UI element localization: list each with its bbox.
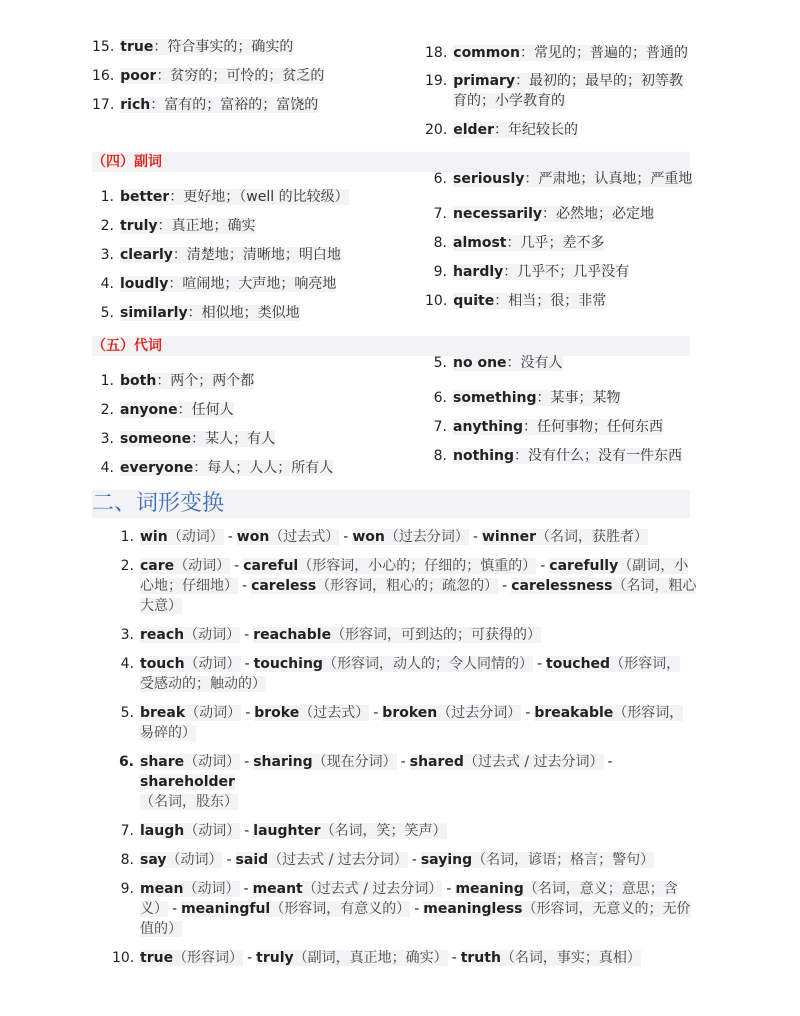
word-form-word: broken <box>382 705 438 721</box>
word-form-line <box>140 576 702 596</box>
word-form-gloss: （动词） <box>184 656 241 672</box>
word-form-word: breakable <box>534 705 614 721</box>
word-form-segment <box>140 705 241 721</box>
word-form-line <box>140 948 702 968</box>
adjective-column-left <box>92 38 392 125</box>
list-item-continuation <box>425 92 715 111</box>
separator-dash: - <box>242 578 248 594</box>
word-form-gloss: （过去式） <box>299 705 370 721</box>
word-form-gloss: （形容词，无意义的；无价 <box>522 901 691 917</box>
word-form-line <box>140 556 702 576</box>
word-form-segment <box>423 901 690 917</box>
item-number: 1. <box>100 373 114 389</box>
word-form-segment <box>410 754 604 770</box>
vocab-definition: ：某人；有人 <box>191 431 276 447</box>
vocab-definition: ：符合事实的；确实的 <box>153 39 294 55</box>
word-form-word: care <box>140 558 175 574</box>
word-form-gloss: （动词） <box>184 754 241 770</box>
item-number: 2. <box>100 218 114 234</box>
item-number: 19. <box>425 73 448 89</box>
word-form-gloss: （名词，谚语；格言；警句） <box>472 852 655 868</box>
vocab-word: poor <box>120 68 157 84</box>
separator-dash: - <box>502 578 508 594</box>
word-form-segment <box>254 656 533 672</box>
item-number: 10. <box>112 950 135 966</box>
list-item <box>92 401 392 420</box>
word-form-segment <box>140 774 235 790</box>
item-number: 3. <box>120 627 134 643</box>
word-form-segment <box>421 852 654 868</box>
word-form-gloss: 易碎的） <box>140 725 196 741</box>
separator-dash: - <box>244 656 250 672</box>
vocab-definition: ：几乎；差不多 <box>506 235 605 251</box>
word-form-gloss: （名词，获胜者） <box>536 529 649 545</box>
list-item <box>425 234 715 253</box>
separator-dash: - <box>244 754 250 770</box>
word-form-gloss: （形容词，有意义的） <box>270 901 411 917</box>
word-form-segment <box>181 901 410 917</box>
vocab-definition: ：清楚地；清晰地；明白地 <box>172 247 341 263</box>
vocab-definition: ：任何事物；任何东西 <box>523 419 663 435</box>
separator-dash: - <box>472 529 478 545</box>
word-form-item <box>112 879 702 939</box>
list-item <box>425 170 715 189</box>
separator-dash: - <box>343 529 349 545</box>
separator-dash: - <box>414 901 420 917</box>
word-form-body <box>140 654 702 694</box>
word-form-body <box>140 879 702 939</box>
separator-dash: - <box>244 823 250 839</box>
item-number: 10. <box>425 293 448 309</box>
word-form-segment <box>236 852 408 868</box>
item-number: 4. <box>120 656 134 672</box>
item-number: 17. <box>92 97 115 113</box>
vocab-definition: ：富有的；富裕的；富饶的 <box>150 97 319 113</box>
list-item <box>425 121 715 140</box>
word-form-item <box>112 703 702 743</box>
list-item <box>92 96 392 115</box>
word-form-segment <box>549 558 688 574</box>
vocab-definition: ：没有人 <box>506 355 563 371</box>
separator-dash: - <box>234 558 240 574</box>
word-form-segment <box>140 881 240 897</box>
adverb-column-right <box>425 170 715 321</box>
separator-dash: - <box>607 754 613 770</box>
vocab-definition: ：相似地；类似地 <box>187 305 300 321</box>
word-form-word: meaningful <box>181 901 271 917</box>
word-form-word: reachable <box>253 627 332 643</box>
word-form-item <box>112 948 702 968</box>
word-form-segment <box>140 921 182 937</box>
vocab-word: true <box>120 39 154 55</box>
item-number: 7. <box>120 823 134 839</box>
separator-dash: - <box>400 754 406 770</box>
word-form-line <box>140 654 702 674</box>
word-form-segment <box>546 656 680 672</box>
vocab-definition: ：喧闹地；大声地；响亮地 <box>168 276 337 292</box>
list-item <box>92 188 392 207</box>
item-number: 5. <box>433 355 447 371</box>
word-form-segment <box>140 578 238 594</box>
vocab-word: something <box>453 390 537 406</box>
item-number: 8. <box>433 448 447 464</box>
item-number: 4. <box>100 460 114 476</box>
word-form-gloss: （现在分词） <box>312 754 397 770</box>
word-form-gloss: （过去分词） <box>437 705 522 721</box>
vocab-word: primary <box>453 73 516 89</box>
separator-dash: - <box>244 627 250 643</box>
list-item <box>92 459 392 478</box>
vocab-definition: ：最初的；最早的；初等教 <box>515 73 684 89</box>
separator-dash: - <box>411 852 417 868</box>
word-form-gloss: （动词） <box>185 705 242 721</box>
vocab-word: necessarily <box>453 206 542 222</box>
word-form-segment <box>253 627 541 643</box>
vocab-definition: ：贫穷的；可怜的；贫乏的 <box>156 68 325 84</box>
vocab-definition: ：任何人 <box>177 402 234 418</box>
vocab-word: common <box>453 45 520 61</box>
vocab-word: better <box>120 189 170 205</box>
adverb-column-left <box>92 188 392 333</box>
vocab-word: elder <box>453 122 494 138</box>
word-form-word: say <box>140 852 167 868</box>
word-form-gloss: （动词） <box>184 823 241 839</box>
separator-dash: - <box>525 705 531 721</box>
item-number: 3. <box>100 431 114 447</box>
word-form-line <box>140 899 702 919</box>
word-form-item <box>112 527 702 547</box>
item-number: 6. <box>433 390 447 406</box>
word-form-word: won <box>352 529 385 545</box>
word-form-body <box>140 821 702 841</box>
word-form-body <box>140 556 702 616</box>
word-form-segment <box>140 823 240 839</box>
word-form-segment <box>511 578 696 594</box>
word-form-segment <box>352 529 469 545</box>
word-form-line <box>140 850 702 870</box>
word-form-gloss: （过去分词） <box>384 529 469 545</box>
word-form-line <box>140 703 702 723</box>
word-form-gloss: （副词，真正地；确实） <box>293 950 448 966</box>
separator-dash: - <box>373 705 379 721</box>
list-item <box>425 205 715 224</box>
word-form-segment <box>140 598 182 614</box>
word-form-item <box>112 850 702 870</box>
word-form-item <box>112 821 702 841</box>
word-form-segment <box>253 754 396 770</box>
vocab-word: similarly <box>120 305 188 321</box>
word-form-segment <box>237 529 340 545</box>
word-form-segment <box>534 705 683 721</box>
list-item <box>425 389 715 408</box>
word-form-word: meant <box>252 881 303 897</box>
vocab-word: nothing <box>453 448 515 464</box>
list-item <box>92 430 392 449</box>
word-form-word: carelessness <box>511 578 613 594</box>
word-form-gloss: （形容词，动人的；令人同情的） <box>322 656 533 672</box>
word-form-gloss: （动词） <box>167 529 224 545</box>
word-form-segment <box>140 754 240 770</box>
vocab-definition: ：某事；某物 <box>536 390 621 406</box>
item-number: 6. <box>433 171 447 187</box>
vocab-word: everyone <box>120 460 194 476</box>
word-form-gloss: （过去式 / 过去分词） <box>302 881 443 897</box>
separator-dash: - <box>227 529 233 545</box>
word-form-word: touching <box>253 656 323 672</box>
word-form-word: meaningless <box>423 901 523 917</box>
word-form-segment <box>140 627 240 643</box>
word-form-item <box>112 556 702 616</box>
word-form-gloss: （名词，笑；笑声） <box>320 823 447 839</box>
word-form-word: break <box>140 705 186 721</box>
word-form-segment <box>140 676 266 692</box>
word-form-word: mean <box>140 881 184 897</box>
vocab-definition-continued: 育的；小学教育的 <box>453 93 565 109</box>
word-form-gloss: （形容词，小心的；仔细的；慎重的） <box>298 558 537 574</box>
word-form-segment <box>140 529 224 545</box>
word-form-line <box>140 752 702 792</box>
vocab-word: almost <box>453 235 507 251</box>
list-item <box>425 418 715 437</box>
word-form-line <box>140 919 702 939</box>
item-number: 7. <box>433 206 447 222</box>
vocab-word: rich <box>120 97 151 113</box>
vocab-word: clearly <box>120 247 173 263</box>
vocab-definition: ：严肃地；认真地；严重地 <box>524 171 693 187</box>
word-form-body <box>140 527 702 547</box>
word-form-gloss: （形容词，粗心的；疏忽的） <box>316 578 499 594</box>
word-form-segment <box>253 881 443 897</box>
item-number: 8. <box>433 235 447 251</box>
word-form-line <box>140 674 702 694</box>
list-item <box>92 304 392 323</box>
separator-dash: - <box>451 950 457 966</box>
word-form-line <box>140 792 702 812</box>
item-number: 20. <box>425 122 448 138</box>
item-number: 4. <box>100 276 114 292</box>
word-form-word: said <box>235 852 269 868</box>
vocab-definition: ：常见的；普遍的；普通的 <box>519 45 688 61</box>
pronoun-column-right <box>425 354 715 476</box>
vocab-definition: ：年纪较长的 <box>493 122 578 138</box>
word-form-segment <box>140 950 243 966</box>
word-form-gloss: 心地；仔细地） <box>140 578 238 594</box>
item-number: 6. <box>118 754 134 770</box>
word-form-segment <box>461 950 641 966</box>
word-form-word: sharing <box>253 754 313 770</box>
item-number: 15. <box>92 39 115 55</box>
section-heading-pronouns: （五）代词 <box>92 336 690 356</box>
word-form-word: won <box>236 529 270 545</box>
word-form-word: laughter <box>253 823 321 839</box>
vocab-word: truly <box>120 218 158 234</box>
word-form-word: shareholder <box>140 774 235 790</box>
word-form-body <box>140 948 702 968</box>
word-form-line <box>140 723 702 743</box>
word-form-line <box>140 596 702 616</box>
word-form-word: touched <box>546 656 611 672</box>
item-number: 2. <box>120 558 134 574</box>
vocab-definition: ：真正地；确实 <box>157 218 256 234</box>
item-number: 16. <box>92 68 115 84</box>
separator-dash: - <box>245 705 251 721</box>
word-form-word: winner <box>481 529 537 545</box>
list-item <box>425 44 715 63</box>
word-form-gloss: （形容词） <box>173 950 244 966</box>
vocab-word: anything <box>453 419 523 435</box>
word-form-line <box>140 879 702 899</box>
vocab-word: quite <box>453 293 495 309</box>
item-number: 1. <box>100 189 114 205</box>
word-form-gloss: （动词） <box>166 852 223 868</box>
list-item <box>425 72 715 91</box>
word-form-gloss: 受感动的；触动的） <box>140 676 266 692</box>
word-form-word: carefully <box>549 558 619 574</box>
word-form-body <box>140 703 702 743</box>
vocab-definition: ：更好地；（well 的比较级） <box>169 189 349 205</box>
word-form-word: laugh <box>140 823 185 839</box>
word-form-word: reach <box>140 627 185 643</box>
item-number: 9. <box>433 264 447 280</box>
item-number: 3. <box>100 247 114 263</box>
word-form-gloss: （形容词， <box>613 705 684 721</box>
list-item <box>92 372 392 391</box>
list-item <box>92 246 392 265</box>
word-form-segment <box>140 558 230 574</box>
item-number: 8. <box>120 852 134 868</box>
list-item <box>92 275 392 294</box>
vocab-definition: ：必然地；必定地 <box>542 206 654 222</box>
word-form-line <box>140 625 702 645</box>
word-form-segment <box>254 705 369 721</box>
separator-dash: - <box>540 558 546 574</box>
section-heading-adverbs: （四）副词 <box>92 152 690 172</box>
word-form-gloss: （过去式 / 过去分词） <box>268 852 408 868</box>
word-form-gloss: （过去式 / 过去分词） <box>463 754 604 770</box>
word-form-body <box>140 850 702 870</box>
vocab-word: hardly <box>453 264 504 280</box>
word-form-gloss: （形容词， <box>610 656 681 672</box>
word-form-segment <box>140 725 196 741</box>
word-form-gloss: 义） <box>140 901 168 917</box>
item-number: 7. <box>433 419 447 435</box>
word-form-body <box>140 752 702 812</box>
word-form-word: truth <box>460 950 501 966</box>
word-form-segment <box>482 529 648 545</box>
vocab-word: loudly <box>120 276 169 292</box>
word-form-segment <box>253 823 446 839</box>
item-number: 1. <box>120 529 134 545</box>
word-form-item <box>112 752 702 812</box>
vocab-word: seriously <box>453 171 525 187</box>
word-form-word: shared <box>409 754 464 770</box>
word-form-gloss: （动词） <box>183 881 240 897</box>
list-item <box>92 67 392 86</box>
separator-dash: - <box>446 881 452 897</box>
adjective-column-right <box>425 44 715 150</box>
word-form-list <box>112 527 702 977</box>
word-form-gloss: 大意） <box>140 598 182 614</box>
word-form-line <box>140 527 702 547</box>
word-form-gloss: （形容词，可到达的；可获得的） <box>331 627 542 643</box>
word-form-segment <box>140 852 222 868</box>
vocab-definition: ：几乎不；几乎没有 <box>503 264 630 280</box>
word-form-body <box>140 625 702 645</box>
word-form-segment <box>140 656 241 672</box>
word-form-word: touch <box>140 656 185 672</box>
vocab-word: anyone <box>120 402 178 418</box>
vocab-word: someone <box>120 431 192 447</box>
word-form-item <box>112 654 702 694</box>
word-form-segment <box>140 794 238 810</box>
list-item <box>92 217 392 236</box>
word-form-gloss: 值的） <box>140 921 182 937</box>
part-title-text: 二、词形变换 <box>92 491 225 516</box>
list-item <box>425 447 715 466</box>
item-number: 2. <box>100 402 114 418</box>
word-form-word: broke <box>254 705 300 721</box>
separator-dash: - <box>226 852 232 868</box>
item-number: 9. <box>120 881 134 897</box>
word-form-word: win <box>140 529 168 545</box>
list-item <box>425 292 715 311</box>
pronoun-column-left <box>92 372 392 488</box>
word-form-word: careless <box>251 578 317 594</box>
item-number: 18. <box>425 45 448 61</box>
item-number: 5. <box>100 305 114 321</box>
item-number: 5. <box>120 705 134 721</box>
word-form-segment <box>140 901 168 917</box>
separator-dash: - <box>247 950 253 966</box>
word-form-gloss: （副词，小 <box>618 558 689 574</box>
word-form-word: careful <box>243 558 299 574</box>
word-form-gloss: （动词） <box>184 627 241 643</box>
vocab-definition: ：没有什么；没有一件东西 <box>514 448 683 464</box>
word-form-segment <box>256 950 448 966</box>
vocab-word: no one <box>453 355 507 371</box>
separator-dash: - <box>243 881 249 897</box>
separator-dash: - <box>536 656 543 672</box>
vocab-definition: ：相当；很；非常 <box>494 293 607 309</box>
word-form-segment <box>382 705 521 721</box>
list-item <box>92 38 392 57</box>
separator-dash: - <box>172 901 178 917</box>
word-form-item <box>112 625 702 645</box>
word-form-gloss: （名词，事实；真相） <box>500 950 641 966</box>
word-form-word: true <box>140 950 174 966</box>
word-form-line <box>140 821 702 841</box>
word-form-word: saying <box>420 852 473 868</box>
list-item <box>425 354 715 373</box>
vocab-word: both <box>120 373 157 389</box>
word-form-word: share <box>140 754 185 770</box>
word-form-gloss: （名词，粗心 <box>612 578 697 594</box>
word-form-segment <box>251 578 498 594</box>
word-form-word: meaning <box>455 881 524 897</box>
word-form-word: truly <box>256 950 294 966</box>
word-form-gloss: （动词） <box>174 558 231 574</box>
word-form-gloss: （名词，意义；意思；含 <box>523 881 678 897</box>
list-item <box>425 263 715 282</box>
part-title-word-forms <box>92 490 690 518</box>
word-form-gloss: （名词，股东） <box>140 794 238 810</box>
word-form-segment <box>243 558 536 574</box>
vocab-definition: ：两个；两个都 <box>156 373 255 389</box>
word-form-segment <box>455 881 677 897</box>
vocab-definition: ：每人；人人；所有人 <box>193 460 334 476</box>
word-form-gloss: （过去式） <box>269 529 340 545</box>
